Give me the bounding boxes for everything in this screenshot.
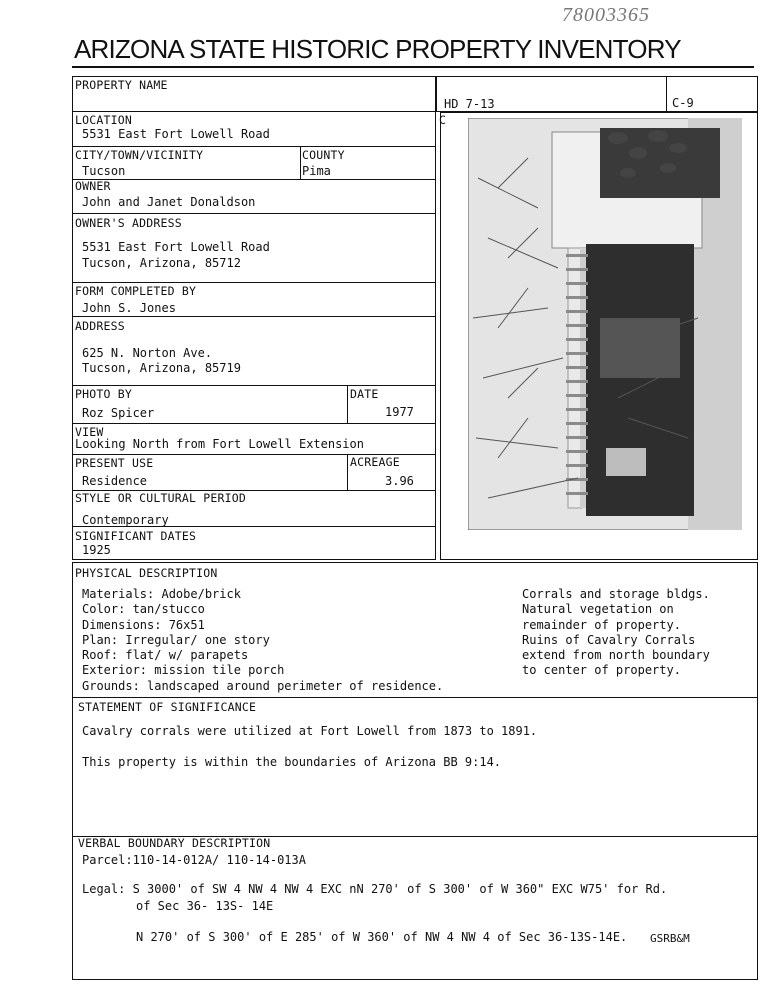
date-label: DATE xyxy=(350,387,379,401)
photo-by-value: Roz Spicer xyxy=(82,406,155,420)
view-label: VIEW xyxy=(75,425,104,439)
city-value: Tucson xyxy=(82,164,126,178)
boundary-meridian: GSRB&M xyxy=(650,932,690,945)
present-use-label: PRESENT USE xyxy=(75,456,154,470)
physical-line: Roof: flat/ w/ parapets xyxy=(82,648,249,662)
photo-by-label: PHOTO BY xyxy=(75,387,132,401)
photo-c-mark: C xyxy=(439,113,447,127)
owner-address-line2: Tucson, Arizona, 85712 xyxy=(82,256,241,270)
owner-label: OWNER xyxy=(75,179,111,193)
owner-address-label: OWNER'S ADDRESS xyxy=(75,216,182,230)
physical-line: Exterior: mission tile porch xyxy=(82,663,285,677)
rule xyxy=(72,179,436,180)
boundary-legal-line2: of Sec 36- 13S- 14E xyxy=(136,899,274,913)
significant-dates-label: SIGNIFICANT DATES xyxy=(75,529,197,543)
physical-line: Plan: Irregular/ one story xyxy=(82,633,270,647)
view-value: Looking North from Fort Lowell Extension xyxy=(75,437,364,451)
owner-value: John and Janet Donaldson xyxy=(82,195,256,209)
rule xyxy=(72,282,436,283)
boundary-parcel: Parcel:110-14-012A/ 110-14-013A xyxy=(82,853,306,867)
hd-code: HD 7-13 xyxy=(444,97,495,111)
owner-address-line1: 5531 East Fort Lowell Road xyxy=(82,240,270,254)
physical-right-line: Ruins of Cavalry Corrals xyxy=(522,633,696,647)
physical-line: Dimensions: 76x51 xyxy=(82,618,205,632)
physical-line: Grounds: landscaped around perimeter of residence. xyxy=(82,679,444,693)
physical-right-line: Natural vegetation on xyxy=(522,602,674,616)
significant-dates-value: 1925 xyxy=(82,543,111,557)
property-photograph xyxy=(468,118,742,530)
rule xyxy=(72,316,436,317)
rule xyxy=(666,76,667,112)
title-underline xyxy=(72,66,754,68)
physical-right-line: Corrals and storage bldgs. xyxy=(522,587,710,601)
rule xyxy=(72,146,436,147)
location-label: LOCATION xyxy=(75,113,132,127)
present-use-value: Residence xyxy=(82,474,148,488)
significance-label: STATEMENT OF SIGNIFICANCE xyxy=(78,700,257,714)
rule xyxy=(300,146,301,179)
city-label: CITY/TOWN/VICINITY xyxy=(75,148,204,162)
acreage-value: 3.96 xyxy=(385,474,414,488)
acreage-label: ACREAGE xyxy=(350,455,400,469)
style-value: Contemporary xyxy=(82,513,169,527)
boundary-legal-line3: N 270' of S 300' of E 285' of W 360' of NW 4 NW 4 of Sec 36-13S-14E. xyxy=(136,930,628,944)
rule xyxy=(347,454,348,490)
physical-description-label: PHYSICAL DESCRIPTION xyxy=(75,566,218,580)
significance-line2: This property is within the boundaries of Arizona BB 9:14. xyxy=(82,755,502,769)
address-line1: 625 N. Norton Ave. xyxy=(82,346,213,360)
physical-right-line: remainder of property. xyxy=(522,618,681,632)
physical-right-line: to center of property. xyxy=(522,663,681,677)
physical-right-line: extend from north boundary xyxy=(522,648,710,662)
rule xyxy=(72,213,436,214)
county-value: Pima xyxy=(302,164,331,178)
rule xyxy=(72,385,436,386)
rule xyxy=(72,111,436,112)
physical-line: Color: tan/stucco xyxy=(82,602,205,616)
form-title: ARIZONA STATE HISTORIC PROPERTY INVENTORY xyxy=(74,34,681,64)
address-label: ADDRESS xyxy=(75,319,125,333)
form-completed-by-label: FORM COMPLETED BY xyxy=(75,284,197,298)
location-value: 5531 East Fort Lowell Road xyxy=(82,127,270,141)
significance-line1: Cavalry corrals were utilized at Fort Lowell from 1873 to 1891. xyxy=(82,724,538,738)
rule xyxy=(72,423,436,424)
rule xyxy=(347,385,348,423)
form-completed-by-value: John S. Jones xyxy=(82,301,176,315)
handwritten-reference-number: 78003365 xyxy=(562,4,650,26)
c-code: C-9 xyxy=(672,96,694,110)
property-name-label: PROPERTY NAME xyxy=(75,78,168,92)
style-label: STYLE OR CULTURAL PERIOD xyxy=(75,491,246,505)
physical-line: Materials: Adobe/brick xyxy=(82,587,241,601)
address-line2: Tucson, Arizona, 85719 xyxy=(82,361,241,375)
county-label: COUNTY xyxy=(302,148,345,162)
boundary-legal-line1: Legal: S 3000' of SW 4 NW 4 NW 4 EXC nN 270' of S 300' of W 360" EXC W75' for Rd. xyxy=(82,882,668,896)
date-value: 1977 xyxy=(385,405,414,419)
boundary-label: VERBAL BOUNDARY DESCRIPTION xyxy=(78,836,271,850)
